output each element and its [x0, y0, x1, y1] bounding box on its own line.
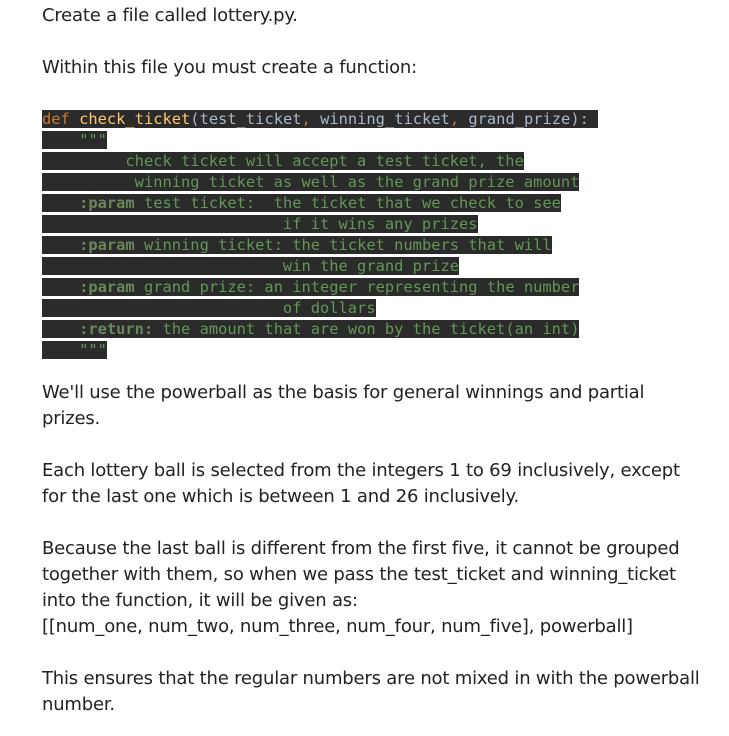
code-line-param2 — [42, 235, 598, 256]
comma: , — [301, 110, 311, 128]
param-tag: :param — [79, 278, 135, 296]
doc-param-3: grand prize: an integer representing the number — [143, 278, 580, 296]
code-line-param2-cont — [42, 256, 598, 277]
within-paragraph: Within this file you must create a function: — [42, 57, 418, 78]
intro-paragraph: Create a file called lottery.py. — [42, 5, 298, 26]
code-line-param3-cont — [42, 298, 598, 319]
each-ball-paragraph: Each lottery ball is selected from the integers 1 to 69 inclusively, except for the last one which is between 1 and 26 inclusively. — [42, 460, 686, 507]
open-paren: ( — [190, 110, 200, 128]
doc-param-1-cont: if it wins any prizes — [282, 215, 478, 233]
ensures-paragraph: This ensures that the regular numbers are not mixed in with the powerball number. — [42, 668, 706, 715]
param-test-ticket: test_ticket — [199, 110, 302, 128]
code-line-docopen — [42, 130, 598, 151]
def-keyword: def — [42, 110, 70, 128]
code-block — [42, 109, 598, 361]
doc-param-3-cont: of dollars — [282, 299, 376, 317]
comma: , — [449, 110, 460, 128]
docstring-open: """ — [79, 131, 107, 149]
code-line-param3 — [42, 277, 598, 298]
close-paren-colon: ): — [570, 110, 589, 128]
code-line-desc2 — [42, 172, 598, 193]
code-line-param1-cont — [42, 214, 598, 235]
powerball-paragraph: We'll use the powerball as the basis for general winnings and partial prizes. — [42, 382, 650, 429]
doc-param-1: test ticket: the ticket that we check to see — [143, 194, 561, 212]
code-line-def — [42, 109, 598, 130]
code-line-desc1 — [42, 151, 598, 172]
return-tag: :return: — [79, 320, 154, 338]
docstring-close: """ — [79, 341, 107, 359]
doc-desc-2: winning ticket as well as the grand prize amount — [134, 173, 580, 191]
param-grand-prize: grand_prize — [468, 110, 571, 128]
code-line-param1 — [42, 193, 598, 214]
param-tag: :param — [79, 194, 135, 212]
because-paragraph: Because the last ball is different from the first five, it cannot be grouped together with them, so when we pass the test_ticket and winning_ticket into the function, it will be given as: [[num_one, num_two, num_three, num_four, num_five], powerball] — [42, 538, 680, 637]
doc-param-2: winning ticket: the ticket numbers that will — [143, 236, 552, 254]
param-winning-ticket: winning_ticket — [320, 110, 450, 128]
code-line-return — [42, 319, 598, 340]
param-tag: :param — [79, 236, 135, 254]
doc-param-2-cont: win the grand prize — [282, 257, 459, 275]
doc-desc-1: check ticket will accept a test ticket, the — [125, 152, 524, 170]
code-line-docclose — [42, 340, 598, 361]
doc-return: the amount that are won by the ticket(an int) — [162, 320, 580, 338]
function-name: check_ticket — [79, 110, 191, 128]
